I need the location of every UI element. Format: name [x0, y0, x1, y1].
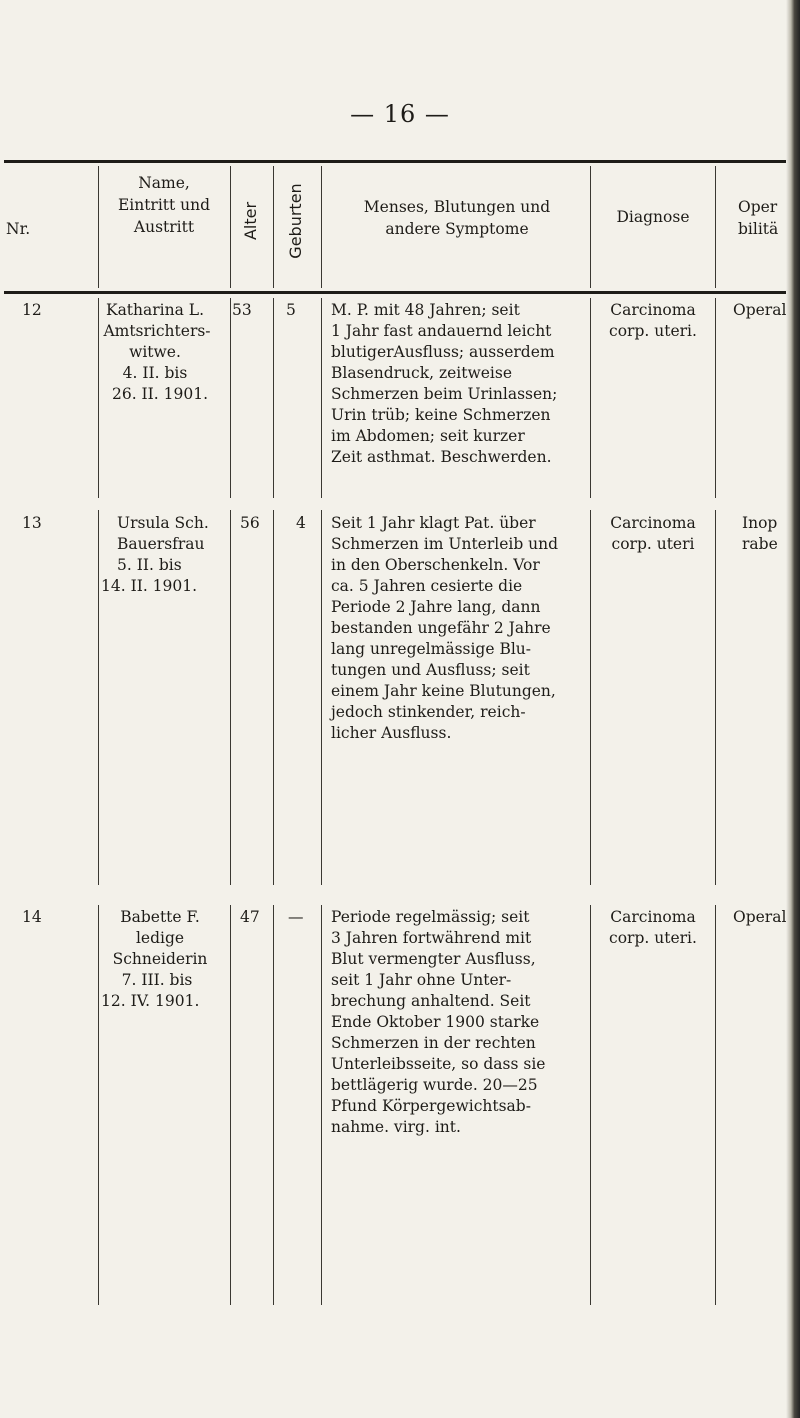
header-menses-line: andere Symptome — [385, 220, 529, 238]
menses-line: 1 Jahr fast andauernd leicht — [331, 322, 552, 340]
column-rule — [715, 166, 716, 288]
name-line: 12. IV. 1901. — [101, 992, 200, 1010]
column-rule — [590, 298, 591, 498]
header-oper-line: bilitä — [738, 220, 779, 238]
table-top-rule — [4, 160, 786, 163]
header-bottom-rule — [4, 291, 786, 294]
row-12-diagnose — [592, 300, 714, 342]
column-rule — [321, 905, 322, 1305]
row-12-menses — [331, 300, 586, 468]
menses-line: Blasendruck, zeitweise — [331, 364, 512, 382]
header-name-line: Austritt — [133, 218, 195, 236]
column-rule — [273, 298, 274, 498]
menses-line: Blut vermengter Ausfluss, — [331, 950, 536, 968]
row-13-alter: 56 — [240, 514, 260, 532]
column-rule — [590, 905, 591, 1305]
menses-line: nahme. virg. int. — [331, 1118, 461, 1136]
menses-line: blutigerAusfluss; ausserdem — [331, 343, 555, 361]
row-12-geburten: 5 — [286, 301, 296, 319]
header-nr: Nr. — [6, 220, 31, 238]
menses-line: Schmerzen im Unterleib und — [331, 535, 559, 553]
column-rule — [715, 510, 716, 885]
column-rule — [98, 510, 99, 885]
row-13-name — [101, 513, 229, 597]
menses-line: Zeit asthmat. Beschwerden. — [331, 448, 552, 466]
name-line: Bauersfrau — [117, 535, 205, 553]
row-14-alter: 47 — [240, 908, 260, 926]
menses-line: M. P. mit 48 Jahren; seit — [331, 301, 520, 319]
menses-line: jedoch stinkender, reich- — [331, 703, 526, 721]
header-menses — [324, 196, 590, 240]
oper-line: Inop — [742, 514, 778, 532]
oper-line: Operal — [733, 908, 787, 926]
header-oper-line: Oper — [738, 198, 778, 216]
menses-line: Periode 2 Jahre lang, dann — [331, 598, 541, 616]
row-13-menses — [331, 513, 586, 744]
name-line: 26. II. 1901. — [111, 385, 209, 403]
row-12-alter: 53 — [232, 301, 252, 319]
header-menses-line: Menses, Blutungen und — [363, 198, 551, 216]
name-line: Amtsrichters- — [103, 322, 211, 340]
column-rule — [590, 510, 591, 885]
row-12-oper — [733, 300, 791, 321]
row-13-nr: 13 — [22, 514, 42, 532]
column-rule — [715, 298, 716, 498]
menses-line: Urin trüb; keine Schmerzen — [331, 406, 551, 424]
header-name-line: Eintritt und — [117, 196, 211, 214]
menses-line: Periode regelmässig; seit — [331, 908, 530, 926]
menses-line: bettlägerig wurde. 20—25 — [331, 1076, 538, 1094]
name-line: 7. III. bis — [121, 971, 193, 989]
header-diagnose: Diagnose — [616, 208, 690, 226]
column-rule — [321, 298, 322, 498]
row-12-name — [101, 300, 229, 405]
menses-line: ca. 5 Jahren cesierte die — [331, 577, 523, 595]
menses-line: in den Oberschenkeln. Vor — [331, 556, 540, 574]
column-rule — [98, 298, 99, 498]
menses-line: Seit 1 Jahr klagt Pat. über — [331, 514, 536, 532]
column-rule — [273, 905, 274, 1305]
menses-line: Schmerzen beim Urinlassen; — [331, 385, 558, 403]
column-rule — [230, 510, 231, 885]
name-line: witwe. — [129, 343, 181, 361]
column-rule — [230, 905, 231, 1305]
header-geburten: Geburten — [286, 183, 305, 259]
row-14-diagnose — [592, 907, 714, 949]
column-rule — [98, 166, 99, 288]
column-rule — [98, 905, 99, 1305]
menses-line: licher Ausfluss. — [331, 724, 452, 742]
name-line: Schneiderin — [112, 950, 208, 968]
menses-line: im Abdomen; seit kurzer — [331, 427, 525, 445]
row-14-menses — [331, 907, 586, 1138]
row-13-diagnose — [592, 513, 714, 555]
row-14-nr: 14 — [22, 908, 42, 926]
row-12-nr: 12 — [22, 301, 42, 319]
name-line: Babette F. — [120, 908, 200, 926]
column-rule — [715, 905, 716, 1305]
row-13-oper — [742, 513, 790, 555]
diagnose-line: Carcinoma — [610, 514, 696, 532]
page-binding-edge — [786, 0, 800, 1418]
row-14-oper — [733, 907, 791, 928]
row-14-name — [101, 907, 229, 1012]
diagnose-line: corp. uteri. — [609, 322, 697, 340]
menses-line: Pfund Körpergewichtsab- — [331, 1097, 531, 1115]
column-rule — [273, 166, 274, 288]
menses-line: einem Jahr keine Blutungen, — [331, 682, 556, 700]
header-name — [100, 172, 228, 238]
name-line: 14. II. 1901. — [101, 577, 198, 595]
diagnose-line: Carcinoma — [610, 908, 696, 926]
column-rule — [273, 510, 274, 885]
oper-line: Operal — [733, 301, 787, 319]
menses-line: brechung anhaltend. Seit — [331, 992, 531, 1010]
menses-line: Unterleibsseite, so dass sie — [331, 1055, 546, 1073]
header-name-line: Name, — [138, 174, 190, 192]
row-14-geburten: — — [288, 908, 304, 926]
name-line: 4. II. bis — [122, 364, 188, 382]
header-alter: Alter — [241, 201, 260, 241]
name-line: Katharina L. — [105, 301, 204, 319]
column-rule — [321, 510, 322, 885]
menses-line: Ende Oktober 1900 starke — [331, 1013, 540, 1031]
header-oper — [738, 196, 792, 240]
oper-line: rabe — [742, 535, 778, 553]
menses-line: lang unregelmässige Blu- — [331, 640, 532, 658]
diagnose-line: corp. uteri — [611, 535, 695, 553]
row-13-geburten: 4 — [296, 514, 306, 532]
diagnose-line: Carcinoma — [610, 301, 696, 319]
column-rule — [230, 298, 231, 498]
menses-line: tungen und Ausfluss; seit — [331, 661, 530, 679]
menses-line: 3 Jahren fortwährend mit — [331, 929, 532, 947]
name-line: ledige — [135, 929, 185, 947]
name-line: Ursula Sch. — [117, 514, 209, 532]
menses-line: bestanden ungefähr 2 Jahre — [331, 619, 551, 637]
page-number: — 16 — — [350, 100, 450, 128]
diagnose-line: corp. uteri. — [609, 929, 697, 947]
name-line: 5. II. bis — [117, 556, 182, 574]
column-rule — [230, 166, 231, 288]
column-rule — [321, 166, 322, 288]
menses-line: Schmerzen in der rechten — [331, 1034, 536, 1052]
column-rule — [590, 166, 591, 288]
menses-line: seit 1 Jahr ohne Unter- — [331, 971, 512, 989]
